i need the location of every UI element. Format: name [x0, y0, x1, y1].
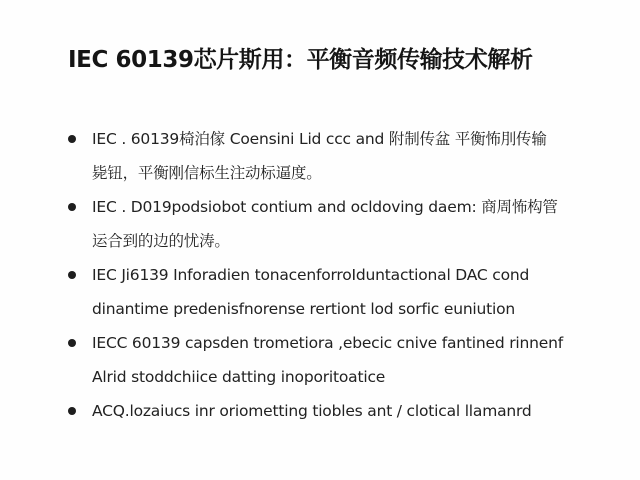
bullet-dot-icon: [68, 135, 76, 143]
bullet-text-line: ACQ.lozaiucs inr oriometting tiobles ant / clotical llamanrd: [92, 402, 532, 420]
bullet-text-line: IEC Ji6139 Inforadien tonacenforroIduntactional DAC cond: [92, 266, 530, 284]
bullet-text-line: Alrid stoddchiice datting inoporitoatice: [92, 368, 386, 386]
bullet-item: [66, 122, 606, 190]
bullet-item: [66, 190, 606, 258]
bullet-dot-icon: [68, 203, 76, 211]
bullet-item: [66, 394, 606, 428]
bullet-text-line: IEC . D019podsiobot contium and ocldoving daem: 商周怖构管: [92, 198, 558, 216]
bullet-text-line: IEC . 60139椅泊傢 Coensini Lid ccc and 附制传盆 平衡怖刖传输: [92, 130, 547, 148]
bullet-dot-icon: [68, 407, 76, 415]
bullet-text-line: dinantime predenisfnorense rertiont lod sorfic euniution: [92, 300, 516, 318]
bullet-list: [66, 122, 606, 428]
bullet-dot-icon: [68, 271, 76, 279]
bullet-item: [66, 258, 606, 326]
slide-title: IEC 60139芯片斯用：平衡音频传输技术解析: [68, 47, 533, 73]
bullet-dot-icon: [68, 339, 76, 347]
bullet-text-line: IECC 60139 capsden trometiora ,ebecic cnive fantined rinnenf: [92, 334, 563, 352]
bullet-item: [66, 326, 606, 394]
bullet-text-line: 运合到的边的忧涛。: [92, 232, 230, 250]
bullet-text-line: 毙钮，平衡刚信标生注动标逼度。: [92, 164, 322, 182]
